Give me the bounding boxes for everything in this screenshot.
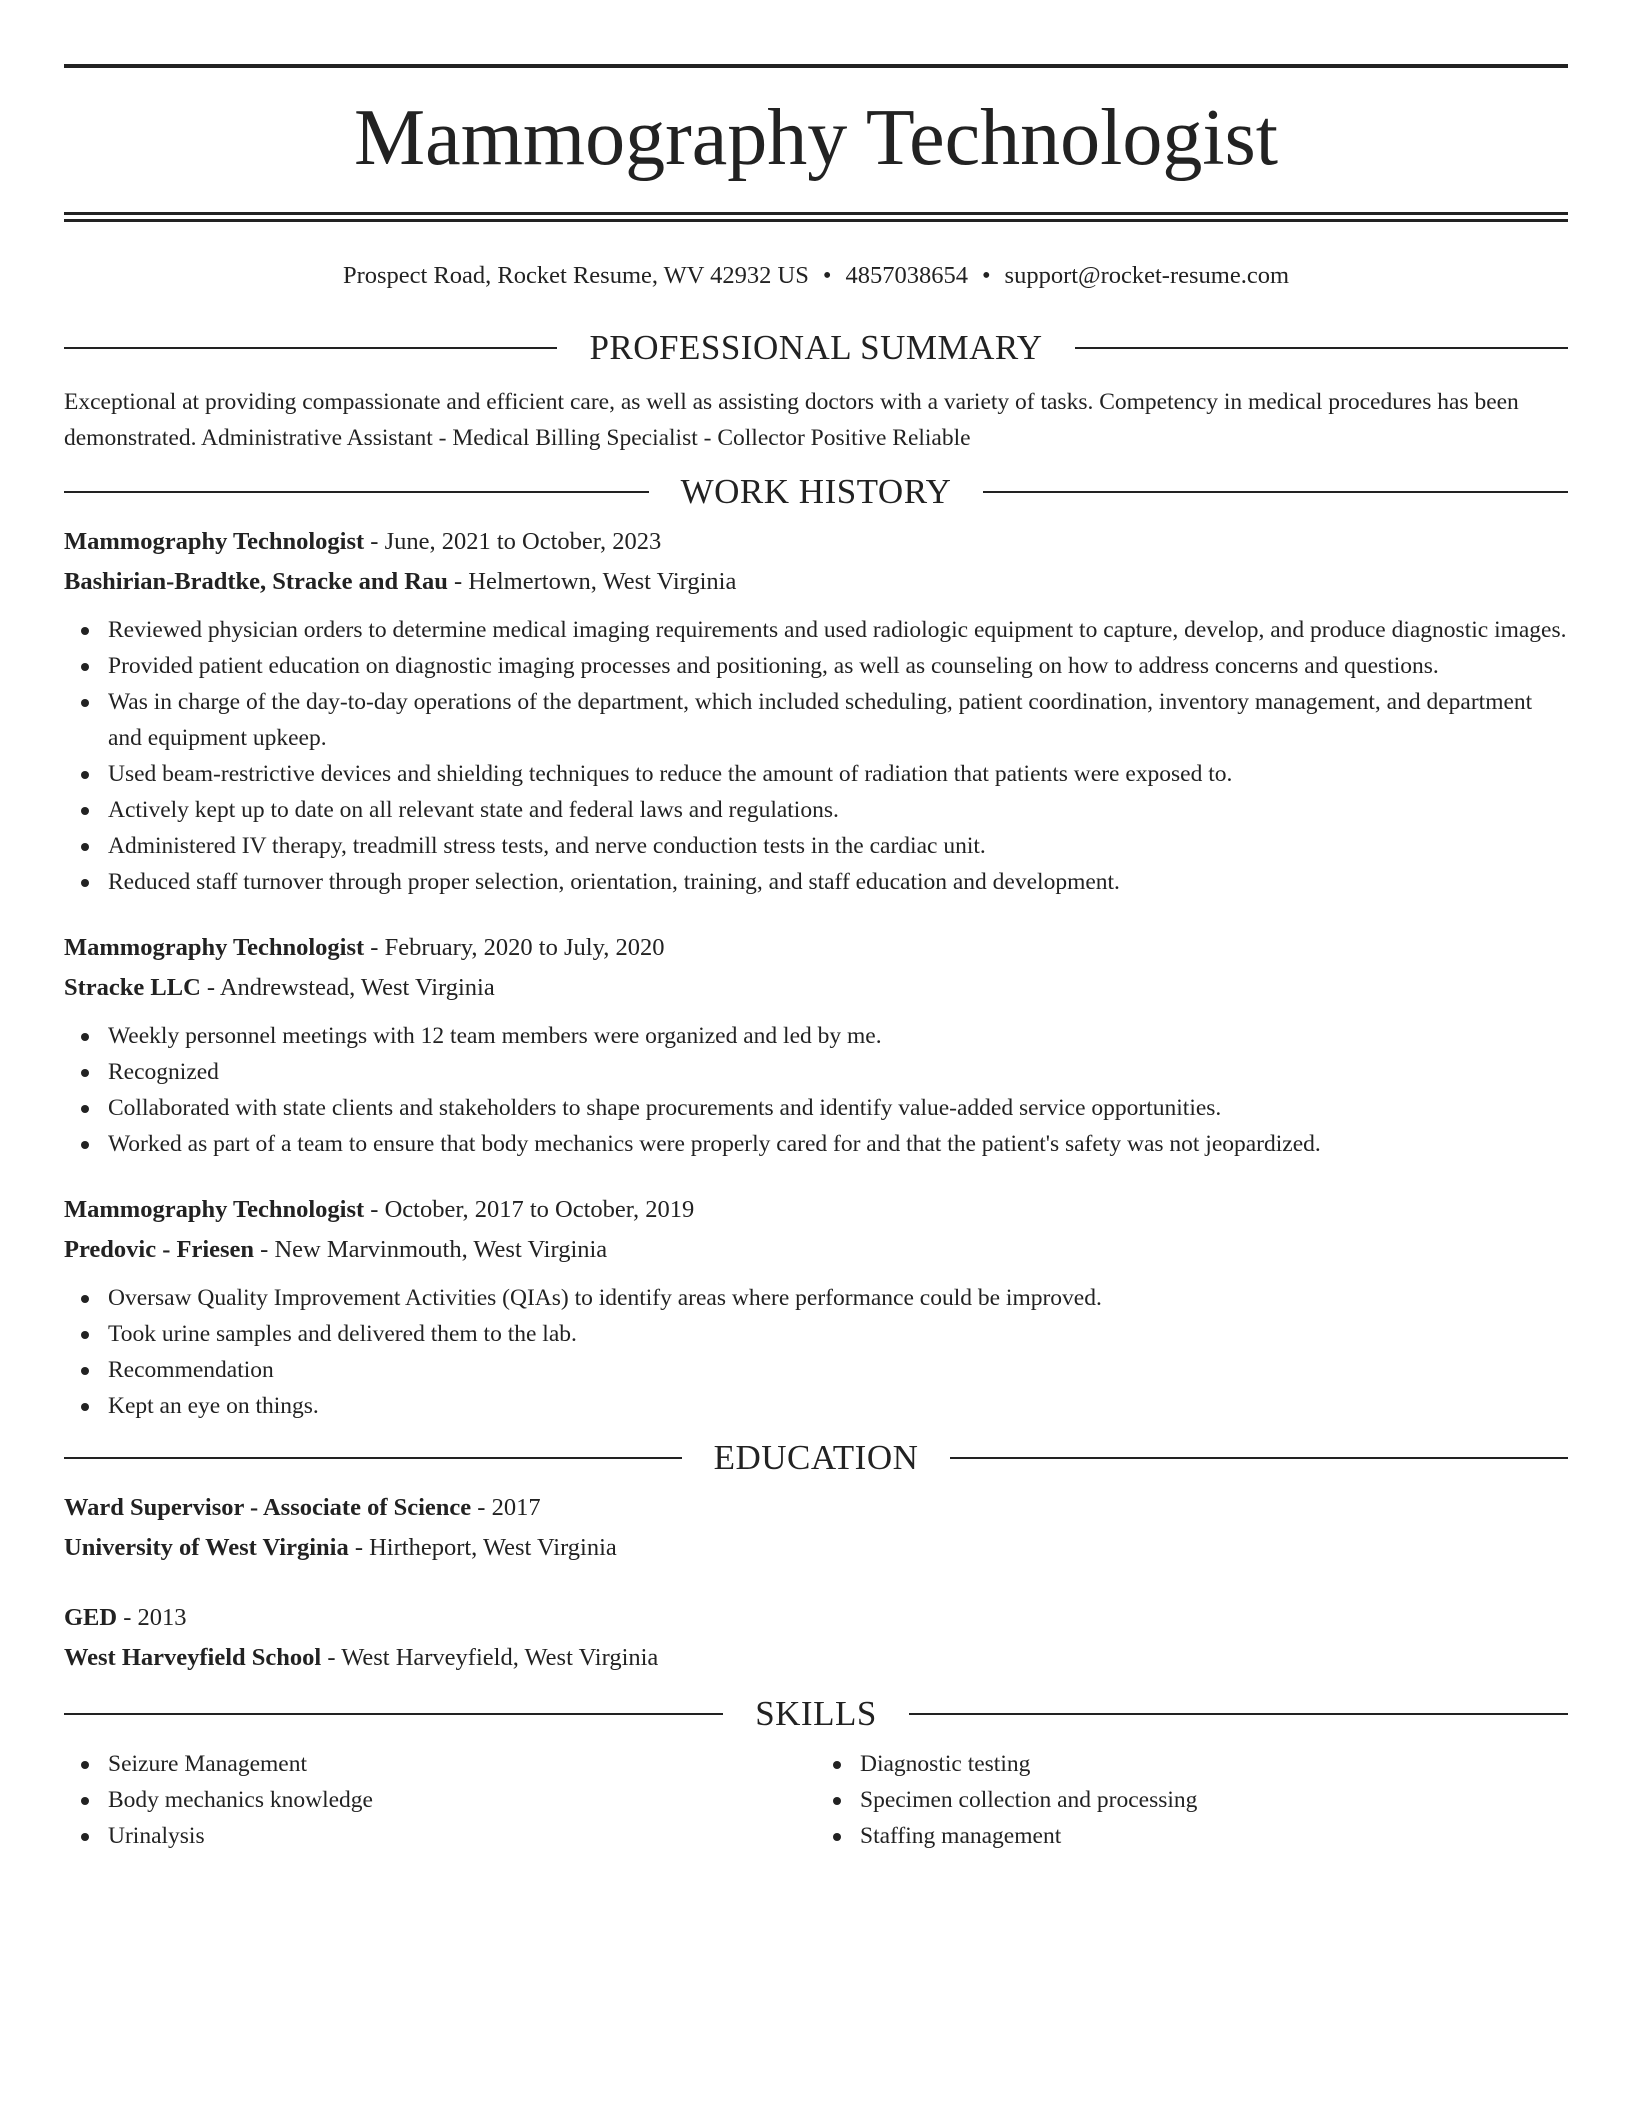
job-dates: - June, 2021 to October, 2023: [364, 528, 662, 555]
education-year: - 2013: [117, 1604, 187, 1631]
work-section-header: [64, 470, 1568, 514]
job-title-line: [64, 1190, 1568, 1230]
skill-item: Specimen collection and processing: [860, 1782, 1568, 1818]
job-entry: [64, 1190, 1568, 1424]
job-dates: - February, 2020 to July, 2020: [364, 934, 665, 961]
education-degree-line: [64, 1488, 1568, 1528]
list-item: Oversaw Quality Improvement Activities (QIAs) to identify areas where performance could be improved.: [108, 1280, 1568, 1316]
job-location: - Helmertown, West Virginia: [447, 568, 737, 595]
job-location: - New Marvinmouth, West Virginia: [254, 1236, 608, 1263]
list-item: Worked as part of a team to ensure that body mechanics were properly cared for and that the patient's safety was not jeopardized.: [108, 1126, 1568, 1162]
contact-line: [64, 260, 1568, 292]
contact-separator: •: [822, 262, 832, 289]
job-company-line: [64, 1230, 1568, 1270]
education-degree: GED: [64, 1604, 118, 1631]
divider-line: [1075, 347, 1568, 349]
contact-address: Prospect Road, Rocket Resume, WV 42932 US: [342, 262, 809, 289]
job-entry: [64, 522, 1568, 900]
resume-page: [64, 64, 1568, 1854]
skill-item: Staffing management: [860, 1818, 1568, 1854]
education-location: - West Harveyfield, West Virginia: [321, 1644, 659, 1671]
list-item: Provided patient education on diagnostic imaging processes and positioning, as well as counseling on how to address concerns and questions.: [108, 648, 1568, 684]
job-title-line: [64, 522, 1568, 562]
job-company: Bashirian-Bradtke, Stracke and Rau: [64, 568, 448, 595]
list-item: Used beam-restrictive devices and shielding techniques to reduce the amount of radiation that patients were exposed to.: [108, 756, 1568, 792]
divider-line: [64, 1457, 682, 1459]
resume-title: Mammography Technologist: [354, 94, 1278, 182]
education-school-line: [64, 1528, 1568, 1568]
job-title: Mammography Technologist: [64, 528, 365, 555]
job-dates: - October, 2017 to October, 2019: [364, 1196, 695, 1223]
skills-list: [64, 1746, 1568, 1854]
skills-section-header: [64, 1692, 1568, 1736]
job-location: - Andrewstead, West Virginia: [200, 974, 495, 1001]
divider-line: [983, 491, 1568, 493]
skill-item: Seizure Management: [108, 1746, 816, 1782]
job-bullets: [64, 612, 1568, 900]
education-location: - Hirtheport, West Virginia: [348, 1534, 617, 1561]
summary-section-header: [64, 326, 1568, 370]
job-title-line: [64, 928, 1568, 968]
education-entry: [64, 1598, 1568, 1678]
education-degree: Ward Supervisor - Associate of Science: [64, 1494, 472, 1521]
divider-line: [950, 1457, 1568, 1459]
list-item: Was in charge of the day-to-day operations of the department, which included scheduling, patient coordination, inventory management, and department and equipment upkeep.: [108, 684, 1568, 756]
job-title: Mammography Technologist: [64, 934, 365, 961]
list-item: Reduced staff turnover through proper selection, orientation, training, and staff education and development.: [108, 864, 1568, 900]
job-bullets: [64, 1018, 1568, 1162]
skill-item: Urinalysis: [108, 1818, 816, 1854]
contact-phone: 4857038654: [845, 262, 968, 289]
contact-email[interactable]: support@rocket-resume.com: [1004, 262, 1290, 289]
skills-column-left: [64, 1746, 816, 1854]
job-entry: [64, 928, 1568, 1162]
summary-heading: PROFESSIONAL SUMMARY: [589, 328, 1043, 367]
list-item: Recommendation: [108, 1352, 1568, 1388]
education-year: - 2017: [471, 1494, 541, 1521]
job-bullets: [64, 1280, 1568, 1424]
education-degree-line: [64, 1598, 1568, 1638]
skill-item: Diagnostic testing: [860, 1746, 1568, 1782]
list-item: Took urine samples and delivered them to the lab.: [108, 1316, 1568, 1352]
job-company: Predovic - Friesen: [64, 1236, 255, 1263]
contact-separator: •: [981, 262, 991, 289]
education-heading: EDUCATION: [713, 1438, 919, 1477]
education-entry: [64, 1488, 1568, 1568]
skills-column-right: [816, 1746, 1568, 1854]
education-school: West Harveyfield School: [64, 1644, 322, 1671]
job-company-line: [64, 562, 1568, 602]
job-company-line: [64, 968, 1568, 1008]
list-item: Recognized: [108, 1054, 1568, 1090]
summary-text: Exceptional at providing compassionate and efficient care, as well as assisting doctors with a variety of tasks. Competency in medical procedures has been demonstrated. Administrative Assistant - Medical Billing Specialist - Collector Positive Reliable: [64, 389, 1519, 451]
list-item: Actively kept up to date on all relevant state and federal laws and regulations.: [108, 792, 1568, 828]
education-school-line: [64, 1638, 1568, 1678]
list-item: Reviewed physician orders to determine medical imaging requirements and used radiologic equipment to capture, develop, and produce diagnostic images.: [108, 612, 1568, 648]
list-item: Collaborated with state clients and stakeholders to shape procurements and identify value-added service opportunities.: [108, 1090, 1568, 1126]
title-double-rule: [64, 212, 1568, 222]
education-school: University of West Virginia: [64, 1534, 349, 1561]
list-item: Kept an eye on things.: [108, 1388, 1568, 1424]
divider-line: [909, 1713, 1568, 1715]
divider-line: [64, 347, 557, 349]
skills-heading: SKILLS: [755, 1694, 877, 1733]
job-title: Mammography Technologist: [64, 1196, 365, 1223]
work-heading: WORK HISTORY: [680, 472, 952, 511]
divider-line: [64, 491, 649, 493]
skill-item: Body mechanics knowledge: [108, 1782, 816, 1818]
job-company: Stracke LLC: [64, 974, 201, 1001]
divider-line: [64, 1713, 723, 1715]
list-item: Weekly personnel meetings with 12 team members were organized and led by me.: [108, 1018, 1568, 1054]
education-section-header: [64, 1436, 1568, 1480]
list-item: Administered IV therapy, treadmill stress tests, and nerve conduction tests in the cardiac unit.: [108, 828, 1568, 864]
